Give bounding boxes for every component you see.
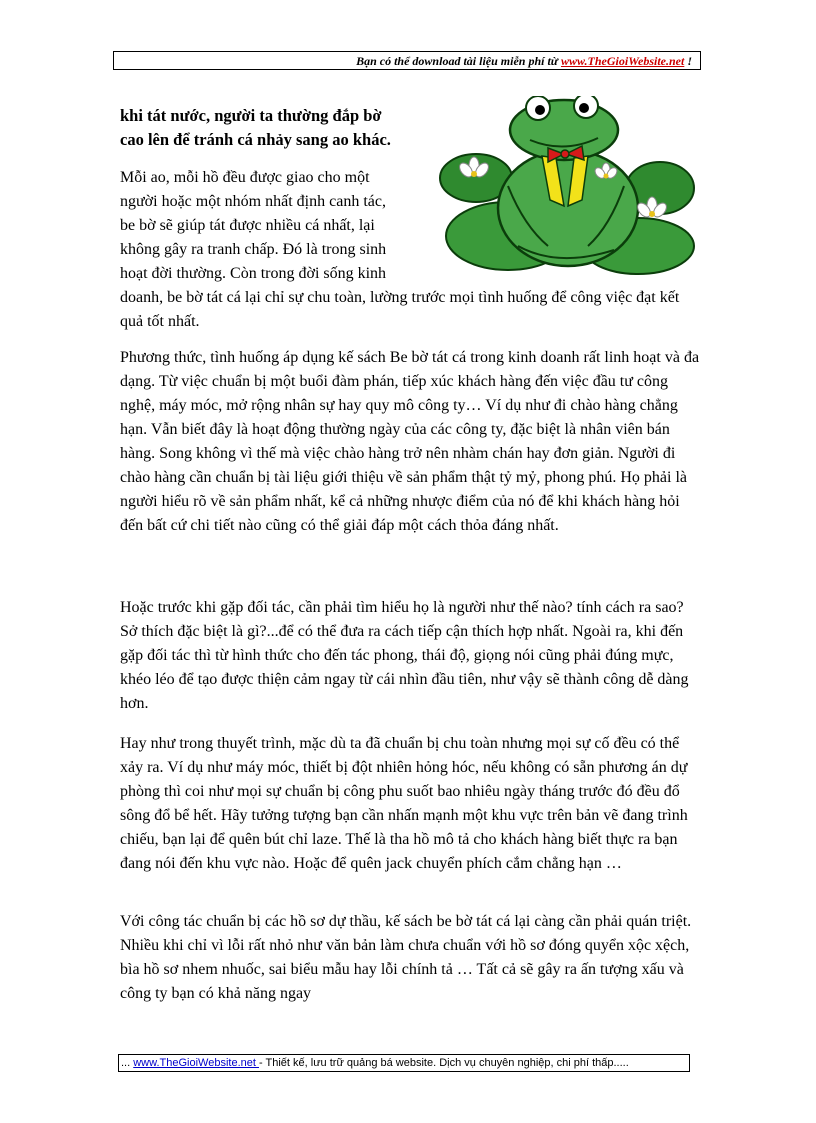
paragraph-4: Hay như trong thuyết trình, mặc dù ta đã chuẩn bị chu toàn nhưng mọi sự cố đều có thể xảy ra. Ví dụ như máy móc, thiết bị đột nhiên hỏng hóc, nếu không có sẵn phương án dự phòng thì coi như mọi sự chuẩn bị công phu suốt bao nhiêu ngày tháng trước đó đều đổ sông đổ bể hết. Hãy tưởng tượng bạn cần nhấn mạnh một khu vực trên bản vẽ đang trình chiếu, bạn lại để quên bút chỉ laze. Thế là tha hồ mô tả cho khách hàng biết thực ra bạn đang nói đến khu vực nào. Hoặc để quên jack chuyển phích cắm chẳng hạn …: [120, 735, 688, 872]
footer-prefix: ...: [121, 1057, 134, 1069]
footer-banner: [118, 1054, 690, 1072]
header-suffix: !: [684, 54, 692, 68]
paragraph-1-rest: doanh, be bờ tát cá lại chỉ sự chu toàn, lường trước mọi tình huống để công việc đạt kết quả tốt nhất.: [120, 289, 680, 330]
paragraph-1-line: hoạt đời thường. Còn trong đời sống kinh: [120, 265, 387, 282]
header-banner: [113, 51, 701, 70]
footer-suffix: - Thiết kế, lưu trữ quảng bá website. Dịch vụ chuyên nghiệp, chi phí thấp.....: [258, 1057, 629, 1069]
paragraph-1-line: người hoặc một nhóm nhất định canh tác,: [120, 193, 386, 210]
header-website-link[interactable]: www.TheGioiWebsite.net: [560, 54, 685, 68]
paragraph-5: Với công tác chuẩn bị các hồ sơ dự thầu, kế sách be bờ tát cá lại càng cần phải quán triệt. Nhiều khi chỉ vì lỗi rất nhỏ như văn bản làm chưa chuẩn với hồ sơ đóng quyển xộc xệch, bìa hồ sơ nhem nhuốc, sai biểu mẫu hay lỗi chính tả … Tất cả sẽ gây ra ấn tượng xấu và công ty bạn có khả năng ngay: [120, 913, 692, 1002]
paragraph-2: Phương thức, tình huống áp dụng kế sách Be bờ tát cá trong kinh doanh rất linh hoạt và đa dạng. Từ việc chuẩn bị một buổi đàm phán, tiếp xúc khách hàng đến việc đầu tư công nghệ, máy móc, mở rộng nhân sự hay quy mô công ty… Ví dụ như đi chào hàng chẳng hạn. Vẫn biết đây là hoạt động thường ngày của các công ty, đặc biệt là nhân viên bán hàng. Song không vì thế mà việc chào hàng trở nên nhàm chán hay đơn giản. Người đi chào hàng cần chuẩn bị tài liệu giới thiệu về sản phẩm thật tỷ mỷ, phong phú. Họ phải là người hiểu rõ về sản phẩm nhất, kể cả những nhược điểm của nó để khi khách hàng hỏi đến bất cứ chi tiết nào cũng có thể giải đáp một cách thỏa đáng nhất.: [120, 349, 700, 534]
paragraph-1-line: be bờ sẽ giúp tát được nhiều cá nhất, lại: [120, 217, 375, 234]
paragraph-1: [120, 166, 700, 334]
section-heading: [120, 104, 440, 152]
paragraph-1-line: không gây ra tranh chấp. Đó là trong sinh: [120, 241, 387, 258]
heading-line-1: khi tát nước, người ta thường đắp bờ: [120, 106, 382, 125]
heading-line-2: cao lên để tránh cá nhảy sang ao khác.: [120, 130, 391, 149]
paragraph-1-line: Mỗi ao, mỗi hồ đều được giao cho một: [120, 169, 370, 186]
paragraph-3: Hoặc trước khi gặp đối tác, cần phải tìm hiểu họ là người như thế nào? tính cách ra sao? Sở thích đặc biệt là gì?...để có thể đưa ra cách tiếp cận thích hợp nhất. Ngoài ra, khi đến gặp đối tác thì từ hình thức cho đến tác phong, thái độ, giọng nói cũng phải đúng mực, khéo léo để tạo được thiện cảm ngay từ cái nhìn đầu tiên, như vậy sẽ thành công dễ dàng hơn.: [120, 599, 689, 712]
footer-website-link[interactable]: www.TheGioiWebsite.net: [133, 1057, 259, 1069]
header-prefix: Bạn có thể download tài liệu miễn phí từ: [356, 54, 561, 68]
